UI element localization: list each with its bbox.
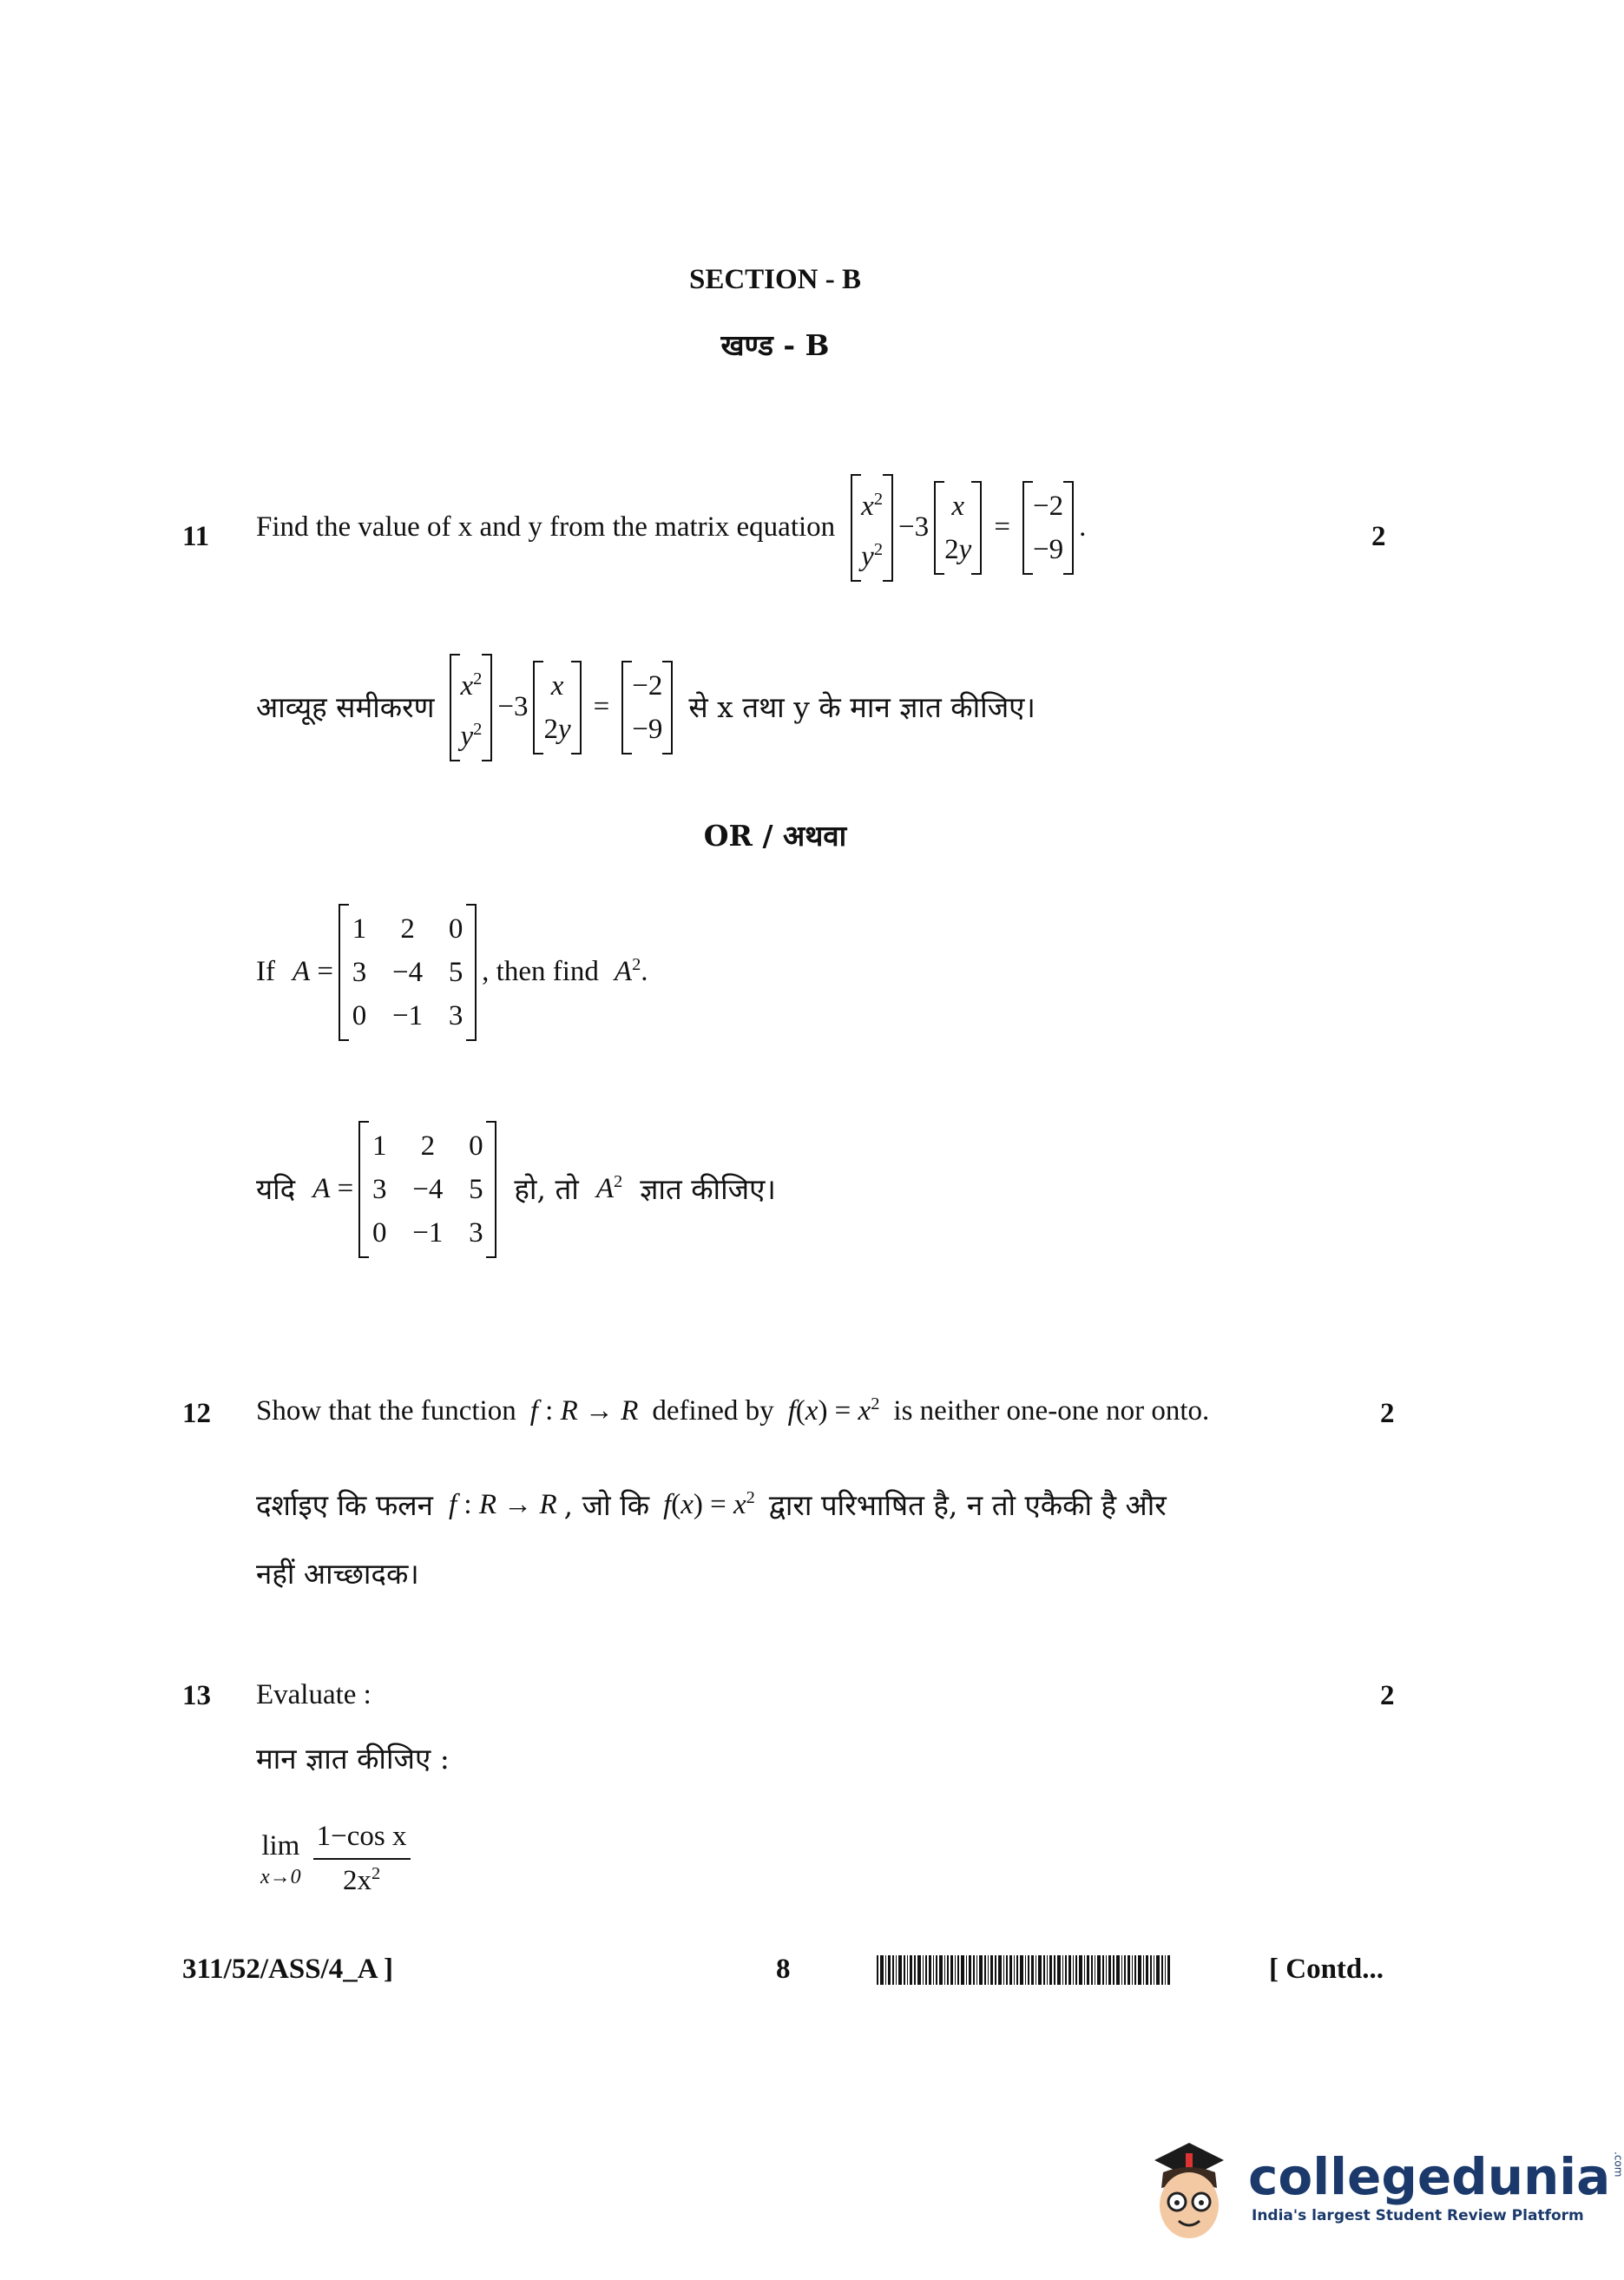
matrix-A-hi: 1 2 0 3 −4 5 0 −1 3 (358, 1121, 496, 1258)
q12-en-part2: defined by (652, 1395, 774, 1427)
page-number: 8 (776, 1954, 791, 1985)
q13-english-text: Evaluate : (256, 1679, 371, 1710)
contd-label: [ Contd... (1269, 1954, 1384, 1985)
q11-english-line: Find the value of x and y from the matrix equation $x^2$ $y^2$ −3 x 2y = −2 −9 . (256, 473, 1086, 582)
matrix-x-2y-hi: x 2y (533, 661, 581, 755)
q11-alt-hindi: यदि A = 1 2 0 3 −4 5 0 −1 3 हो, तो $A^2$ ज्ञात कीजिए। (256, 1120, 776, 1259)
marks-11: 2 (1371, 521, 1386, 552)
q11-hindi-prefix: आव्यूह समीकरण (256, 689, 435, 724)
section-title-hi: खण्ड - B (720, 328, 830, 362)
alt-hi-then: हो, तो (514, 1172, 579, 1207)
q11-english-text: Find the value of x and y from the matrix equation (256, 511, 836, 543)
barcode (877, 1955, 1259, 1985)
matrix-result: −2 −9 (1022, 481, 1074, 575)
q12-en-part3: is neither one-one nor onto. (893, 1395, 1210, 1427)
collegedunia-logo (1137, 2127, 1624, 2249)
question-number-13: 13 (182, 1680, 211, 1711)
paper-code: 311/52/ASS/4_A ] (182, 1954, 393, 1985)
alt-if: If (256, 956, 275, 988)
question-number-12: 12 (182, 1398, 211, 1429)
matrix-x2-y2: $x^2$ $y^2$ (851, 474, 893, 582)
limit-expression (260, 1819, 411, 1900)
q12-hi-part1: दर्शाइए कि फलन (256, 1488, 433, 1522)
alt-hi-if: यदि (256, 1172, 296, 1207)
q12-hindi-line2: नहीं आच्छादक। (256, 1557, 419, 1591)
alt-then: , then find (482, 956, 599, 988)
q12-hi-part2: , जो कि (563, 1488, 650, 1522)
q11-hindi-line: आव्यूह समीकरण $x^2$ $y^2$ −3 x 2y = −2 −9 से x तथा y के मान ज्ञात कीजिए। (256, 653, 1036, 761)
marks-12: 2 (1380, 1398, 1395, 1429)
q12-hi-part3: द्वारा परिभाषित है, न तो एकैकी है और (768, 1488, 1167, 1522)
logo-tagline: India's largest Student Review Platform (1252, 2207, 1584, 2224)
question-number-11: 11 (182, 521, 210, 552)
matrix-result-hi: −2 −9 (621, 661, 673, 755)
q12-hindi-line1: दर्शाइए कि फलन f : R → R , जो कि $f(x) = x^2$ द्वारा परिभाषित है, न तो एकैकी है और (256, 1488, 1167, 1522)
q12-en-part1: Show that the function (256, 1395, 516, 1427)
matrix-x-2y: x 2y (934, 481, 982, 575)
matrix-A: 1 2 0 3 −4 5 0 −1 3 (339, 904, 477, 1041)
logo-dotcom: .com (1612, 2152, 1624, 2178)
logo-wordmark: collegedunia (1248, 2147, 1611, 2206)
equals-sign: = (994, 511, 1010, 543)
q11-hindi-suffix: से x तथा y के मान ज्ञात कीजिए। (688, 689, 1036, 724)
q13-hindi-text: मान ज्ञात कीजिए : (256, 1742, 450, 1776)
alt-hi-end: ज्ञात कीजिए। (640, 1172, 776, 1207)
section-title-en: SECTION - B (688, 264, 862, 295)
q11-alt-english: If A = 1 2 0 3 −4 5 0 −1 3 , then find $A^2$. (256, 903, 648, 1042)
mascot-icon (1137, 2127, 1241, 2249)
or-separator: OR / अथवा (703, 819, 847, 853)
minus-3: −3 (898, 511, 930, 543)
limit-fraction: $\frac{\text{1−cos x}}{2x^2}$ (313, 1819, 411, 1900)
matrix-x2-y2-hi: $x^2$ $y^2$ (450, 654, 492, 761)
limit-operator: lim x→0 (260, 1829, 301, 1888)
q12-english-line: Show that the function f : R → R defined by $f(x) = x^2$ is neither one-one nor onto. (256, 1394, 1209, 1429)
marks-13: 2 (1380, 1680, 1395, 1711)
